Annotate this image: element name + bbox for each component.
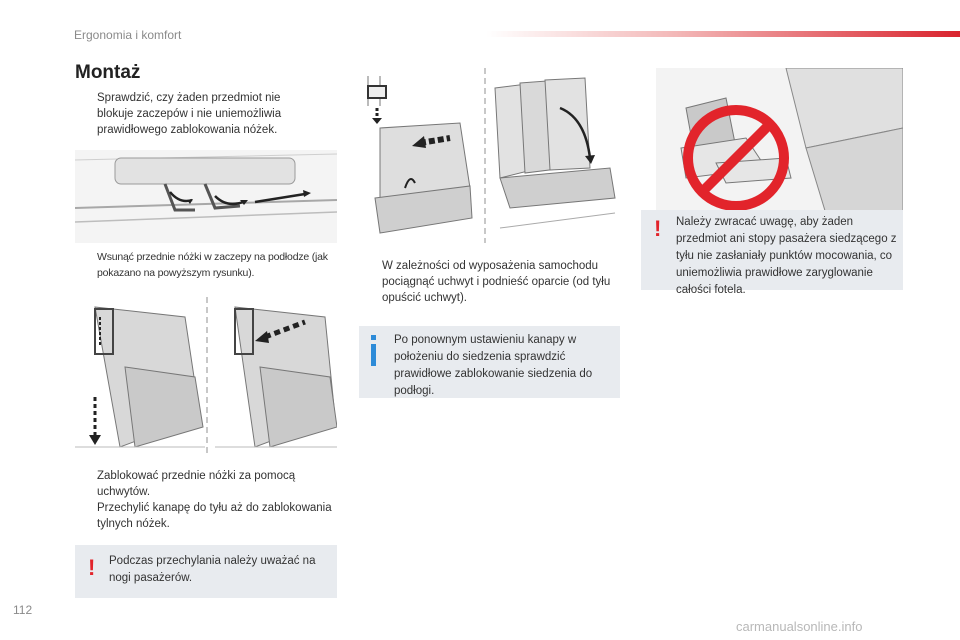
warning-note-tilt xyxy=(75,545,337,598)
step-check-hooks xyxy=(75,90,315,138)
info-icon xyxy=(371,335,376,340)
info-icon-bar xyxy=(371,344,376,366)
illustration-backrest xyxy=(360,68,618,243)
page-number: 112 xyxy=(13,603,33,617)
step-text: Sprawdzić, czy żaden przedmiot nie blokuje zaczepów i nie uniemożliwia prawidłowego zablokowania nóżek. xyxy=(97,92,282,136)
section-title: Ergonomia i komfort xyxy=(74,28,182,42)
illustration-feet-prohibited xyxy=(656,68,903,214)
warning-text: Należy zwracać uwagę, aby żaden przedmiot ani stopy pasażera siedzącego z tyłu nie zasłaniały punktów mocowania, co uniemożliwia prawidłowe zaryglowanie całości fotela. xyxy=(676,216,897,296)
bench-tilt-drawing xyxy=(75,297,337,457)
step-raise-backrest xyxy=(360,258,622,306)
header-accent-bar xyxy=(486,31,960,37)
feet-prohibited-drawing xyxy=(656,68,903,214)
warning-note-feet xyxy=(641,210,903,296)
illustration-bench-tilt xyxy=(75,297,337,457)
step-lock-feet xyxy=(75,468,337,500)
backrest-drawing xyxy=(360,68,618,243)
step-text: Wsunąć przednie nóżki w zaczepy na podłodze (jak pokazano na powyższym rysunku). xyxy=(97,251,328,279)
step-text: Przechylić kanapę do tyłu aż do zablokowania tylnych nóżek. xyxy=(97,502,332,530)
watermark: carmanualsonline.info xyxy=(736,619,863,634)
illustration-floor-anchors xyxy=(75,150,337,243)
info-text: Po ponownym ustawieniu kanapy w położeniu do siedzenia sprawdzić prawidłowe zablokowanie siedzenia do podłogi. xyxy=(394,334,593,397)
warning-text: Podczas przechylania należy uważać na nogi pasażerów. xyxy=(109,555,316,584)
floor-anchor-drawing xyxy=(75,150,337,243)
step-text: Zablokować przednie nóżki za pomocą uchwytów. xyxy=(97,470,296,498)
warning-exclamation-icon: ! xyxy=(88,555,96,580)
warning-exclamation-icon: ! xyxy=(654,216,662,241)
page-heading: Montaż xyxy=(75,62,141,83)
step-text: W zależności od wyposażenia samochodu pociągnąć uchwyt i podnieść oparcie (od tyłu opuścić uchwyt). xyxy=(382,260,611,304)
step-tilt-bench xyxy=(75,500,337,532)
info-note-lock xyxy=(359,326,620,398)
step-insert-feet xyxy=(75,249,340,281)
